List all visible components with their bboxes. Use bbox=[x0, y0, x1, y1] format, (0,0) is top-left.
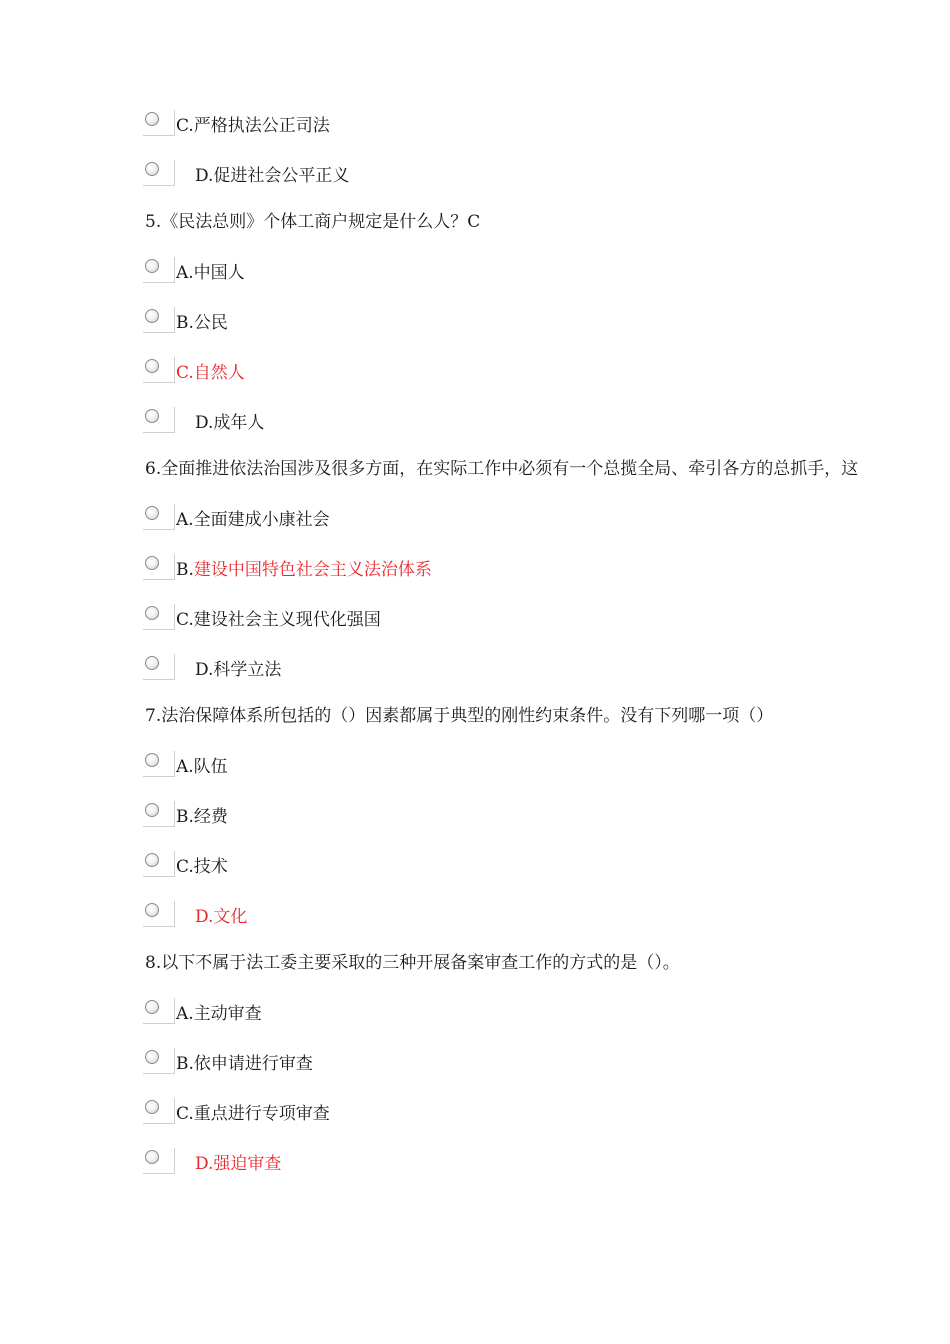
option-row[interactable] bbox=[0, 901, 950, 935]
radio-button[interactable] bbox=[143, 1098, 175, 1124]
option-row[interactable] bbox=[0, 110, 950, 144]
radio-button[interactable] bbox=[143, 554, 175, 580]
radio-circle-icon bbox=[145, 112, 159, 126]
option-label-correct: D.强迫审查 bbox=[195, 1154, 282, 1174]
radio-circle-icon bbox=[145, 853, 159, 867]
radio-button[interactable] bbox=[143, 357, 175, 383]
radio-button[interactable] bbox=[143, 998, 175, 1024]
option-row[interactable] bbox=[0, 1098, 950, 1132]
question-title: 7.法治保障体系所包括的（）因素都属于典型的刚性约束条件。没有下列哪一项（） bbox=[145, 706, 774, 726]
radio-button[interactable] bbox=[143, 604, 175, 630]
radio-circle-icon bbox=[145, 1050, 159, 1064]
option-label: B.依申请进行审查 bbox=[176, 1054, 313, 1074]
question-title: 6.全面推进依法治国涉及很多方面，在实际工作中必须有一个总揽全局、牵引各方的总抓手，这 bbox=[145, 459, 859, 479]
radio-circle-icon bbox=[145, 656, 159, 670]
radio-circle-icon bbox=[145, 506, 159, 520]
option-label: C.严格执法公正司法 bbox=[176, 116, 330, 136]
option-letter: B. bbox=[176, 560, 194, 580]
radio-button[interactable] bbox=[143, 257, 175, 283]
option-label-correct bbox=[176, 558, 432, 582]
option-row[interactable] bbox=[0, 257, 950, 291]
option-label: D.成年人 bbox=[195, 413, 265, 433]
radio-circle-icon bbox=[145, 409, 159, 423]
radio-circle-icon bbox=[145, 1150, 159, 1164]
radio-circle-icon bbox=[145, 606, 159, 620]
option-label: D.促进社会公平正义 bbox=[195, 166, 350, 186]
radio-circle-icon bbox=[145, 259, 159, 273]
option-row[interactable] bbox=[0, 751, 950, 785]
option-label: A.中国人 bbox=[176, 263, 245, 283]
radio-circle-icon bbox=[145, 803, 159, 817]
radio-button[interactable] bbox=[143, 851, 175, 877]
radio-button[interactable] bbox=[143, 160, 175, 186]
radio-circle-icon bbox=[145, 359, 159, 373]
option-row[interactable] bbox=[0, 801, 950, 835]
option-label: C.建设社会主义现代化强国 bbox=[176, 610, 381, 630]
radio-circle-icon bbox=[145, 753, 159, 767]
option-row[interactable] bbox=[0, 654, 950, 688]
question-title: 5.《民法总则》个体工商户规定是什么人？C bbox=[145, 212, 481, 232]
option-label: C.技术 bbox=[176, 857, 228, 877]
option-row[interactable] bbox=[0, 307, 950, 341]
radio-button[interactable] bbox=[143, 801, 175, 827]
question-title: 8.以下不属于法工委主要采取的三种开展备案审查工作的方式的是（）。 bbox=[145, 953, 680, 973]
radio-button[interactable] bbox=[143, 307, 175, 333]
radio-button[interactable] bbox=[143, 407, 175, 433]
option-text: 建设中国特色社会主义法治体系 bbox=[193, 560, 432, 580]
option-row[interactable] bbox=[0, 604, 950, 638]
option-row[interactable] bbox=[0, 1148, 950, 1182]
radio-button[interactable] bbox=[143, 110, 175, 136]
radio-button[interactable] bbox=[143, 901, 175, 927]
radio-circle-icon bbox=[145, 162, 159, 176]
radio-circle-icon bbox=[145, 1100, 159, 1114]
option-row[interactable] bbox=[0, 357, 950, 391]
option-label: A.全面建成小康社会 bbox=[176, 510, 330, 530]
option-row[interactable] bbox=[0, 160, 950, 194]
radio-button[interactable] bbox=[143, 504, 175, 530]
radio-circle-icon bbox=[145, 1000, 159, 1014]
option-row[interactable] bbox=[0, 998, 950, 1032]
option-label-correct: D.文化 bbox=[195, 907, 248, 927]
radio-button[interactable] bbox=[143, 654, 175, 680]
radio-circle-icon bbox=[145, 903, 159, 917]
radio-button[interactable] bbox=[143, 1148, 175, 1174]
option-label: A.队伍 bbox=[176, 757, 228, 777]
option-label: B.公民 bbox=[176, 313, 228, 333]
option-label: B.经费 bbox=[176, 807, 228, 827]
radio-circle-icon bbox=[145, 309, 159, 323]
option-label: A.主动审查 bbox=[176, 1004, 262, 1024]
option-row[interactable] bbox=[0, 1048, 950, 1082]
option-label-correct: C.自然人 bbox=[176, 363, 245, 383]
option-row[interactable] bbox=[0, 851, 950, 885]
option-row[interactable] bbox=[0, 407, 950, 441]
option-row[interactable] bbox=[0, 554, 950, 588]
option-label: D.科学立法 bbox=[195, 660, 282, 680]
option-row[interactable] bbox=[0, 504, 950, 538]
option-label: C.重点进行专项审查 bbox=[176, 1104, 330, 1124]
radio-button[interactable] bbox=[143, 751, 175, 777]
radio-circle-icon bbox=[145, 556, 159, 570]
radio-button[interactable] bbox=[143, 1048, 175, 1074]
